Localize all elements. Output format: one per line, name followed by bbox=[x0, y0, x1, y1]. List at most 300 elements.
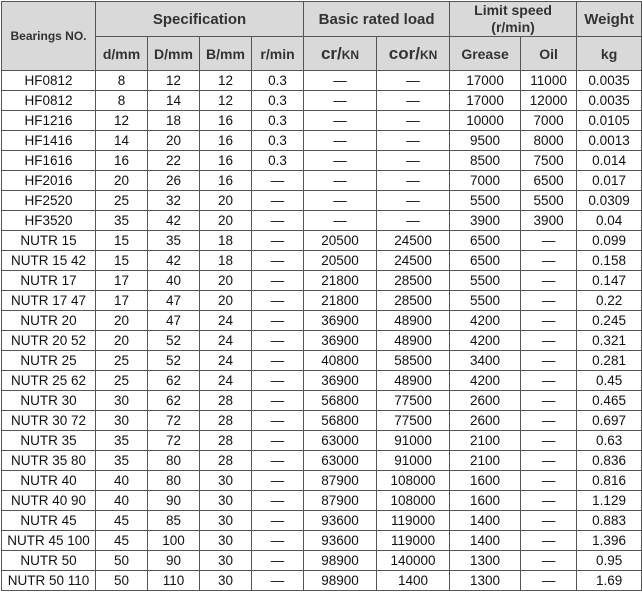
B-cell: 30 bbox=[200, 491, 252, 511]
d-cell: 40 bbox=[96, 471, 148, 491]
r-cell: — bbox=[252, 331, 304, 351]
d-cell: 17 bbox=[96, 271, 148, 291]
D-cell: 22 bbox=[148, 151, 200, 171]
r-cell: — bbox=[252, 211, 304, 231]
D-cell: 110 bbox=[148, 571, 200, 591]
r-cell: — bbox=[252, 271, 304, 291]
grease-cell: 9500 bbox=[450, 131, 521, 151]
cor-cell: 91000 bbox=[377, 431, 450, 451]
d-cell: 25 bbox=[96, 371, 148, 391]
bearing-no-cell: HF1416 bbox=[2, 131, 96, 151]
table-header bbox=[2, 2, 642, 71]
r-cell: — bbox=[252, 371, 304, 391]
oil-cell: — bbox=[521, 351, 577, 371]
table-row bbox=[2, 131, 642, 151]
weight-cell: 0.158 bbox=[577, 251, 642, 271]
bearing-no-cell: NUTR 25 bbox=[2, 351, 96, 371]
table-row bbox=[2, 251, 642, 271]
bearing-no-cell: NUTR 25 62 bbox=[2, 371, 96, 391]
cor-cell: — bbox=[377, 211, 450, 231]
D-cell: 47 bbox=[148, 291, 200, 311]
oil-cell: — bbox=[521, 331, 577, 351]
weight-cell: 0.63 bbox=[577, 431, 642, 451]
table-body bbox=[2, 71, 642, 591]
weight-cell: 0.099 bbox=[577, 231, 642, 251]
B-cell: 28 bbox=[200, 451, 252, 471]
cor-cell: 48900 bbox=[377, 311, 450, 331]
d-cell: 30 bbox=[96, 391, 148, 411]
D-cell: 52 bbox=[148, 351, 200, 371]
cor-cell: 77500 bbox=[377, 391, 450, 411]
table-row bbox=[2, 551, 642, 571]
cr-cell: — bbox=[304, 131, 377, 151]
grease-cell: 5500 bbox=[450, 191, 521, 211]
bearing-spec-table bbox=[1, 1, 642, 591]
weight-cell: 1.69 bbox=[577, 571, 642, 591]
grease-cell: 6500 bbox=[450, 251, 521, 271]
B-cell: 28 bbox=[200, 411, 252, 431]
bearing-no-cell: NUTR 15 bbox=[2, 231, 96, 251]
D-cell: 52 bbox=[148, 331, 200, 351]
table-row bbox=[2, 191, 642, 211]
grease-cell: 6500 bbox=[450, 231, 521, 251]
oil-cell: — bbox=[521, 471, 577, 491]
weight-cell: 0.22 bbox=[577, 291, 642, 311]
bearing-no-cell: NUTR 45 100 bbox=[2, 531, 96, 551]
weight-cell: 0.014 bbox=[577, 151, 642, 171]
kg-header: kg bbox=[577, 37, 642, 71]
oil-cell: — bbox=[521, 251, 577, 271]
cor-cell: — bbox=[377, 131, 450, 151]
weight-cell: 0.04 bbox=[577, 211, 642, 231]
r-cell: — bbox=[252, 311, 304, 331]
weight-cell: 1.129 bbox=[577, 491, 642, 511]
r-cell: — bbox=[252, 451, 304, 471]
table-row bbox=[2, 171, 642, 191]
B-cell: 20 bbox=[200, 191, 252, 211]
D-cell: 18 bbox=[148, 111, 200, 131]
D-cell: 26 bbox=[148, 171, 200, 191]
table-row bbox=[2, 91, 642, 111]
bearing-no-cell: NUTR 45 bbox=[2, 511, 96, 531]
oil-cell: — bbox=[521, 551, 577, 571]
oil-cell: — bbox=[521, 451, 577, 471]
limit-speed-unit: (r/min) bbox=[491, 19, 535, 35]
bearing-no-cell: NUTR 40 90 bbox=[2, 491, 96, 511]
bearing-no-cell: NUTR 35 80 bbox=[2, 451, 96, 471]
r-cell: — bbox=[252, 411, 304, 431]
B-cell: 20 bbox=[200, 291, 252, 311]
cr-cell: 21800 bbox=[304, 291, 377, 311]
bearing-no-header: Bearings NO. bbox=[2, 2, 96, 71]
grease-cell: 17000 bbox=[450, 91, 521, 111]
r-header: r/min bbox=[252, 37, 304, 71]
grease-cell: 7000 bbox=[450, 171, 521, 191]
weight-cell: 0.697 bbox=[577, 411, 642, 431]
d-cell: 12 bbox=[96, 111, 148, 131]
grease-cell: 2600 bbox=[450, 411, 521, 431]
cr-cell: 40800 bbox=[304, 351, 377, 371]
bearing-no-cell: NUTR 15 42 bbox=[2, 251, 96, 271]
d-header: d/mm bbox=[96, 37, 148, 71]
d-cell: 20 bbox=[96, 331, 148, 351]
bearing-no-cell: NUTR 40 bbox=[2, 471, 96, 491]
r-cell: 0.3 bbox=[252, 91, 304, 111]
weight-cell: 0.0035 bbox=[577, 91, 642, 111]
cor-cell: 108000 bbox=[377, 471, 450, 491]
cr-cell: 36900 bbox=[304, 331, 377, 351]
cr-cell: — bbox=[304, 71, 377, 91]
table-row bbox=[2, 351, 642, 371]
B-cell: 16 bbox=[200, 111, 252, 131]
D-cell: 80 bbox=[148, 471, 200, 491]
table-row bbox=[2, 571, 642, 591]
d-cell: 25 bbox=[96, 191, 148, 211]
cr-cell: 56800 bbox=[304, 411, 377, 431]
grease-cell: 4200 bbox=[450, 371, 521, 391]
cor-cell: — bbox=[377, 151, 450, 171]
limit-speed-header bbox=[450, 2, 577, 37]
cor-cell: 28500 bbox=[377, 271, 450, 291]
oil-cell: — bbox=[521, 491, 577, 511]
bearing-no-cell: NUTR 20 52 bbox=[2, 331, 96, 351]
cor-cell: 119000 bbox=[377, 511, 450, 531]
d-cell: 20 bbox=[96, 311, 148, 331]
cr-cell: 93600 bbox=[304, 511, 377, 531]
r-cell: 0.3 bbox=[252, 111, 304, 131]
grease-cell: 2600 bbox=[450, 391, 521, 411]
oil-cell: — bbox=[521, 571, 577, 591]
bearing-no-cell: HF0812 bbox=[2, 91, 96, 111]
cr-cell: 87900 bbox=[304, 471, 377, 491]
weight-cell: 1.396 bbox=[577, 531, 642, 551]
grease-cell: 1600 bbox=[450, 471, 521, 491]
D-cell: 14 bbox=[148, 91, 200, 111]
table-row bbox=[2, 151, 642, 171]
B-cell: 16 bbox=[200, 171, 252, 191]
bearing-no-cell: HF2016 bbox=[2, 171, 96, 191]
D-cell: 90 bbox=[148, 551, 200, 571]
cr-header bbox=[304, 37, 377, 71]
cor-cell: 108000 bbox=[377, 491, 450, 511]
bearing-no-cell: HF0812 bbox=[2, 71, 96, 91]
oil-cell: 7000 bbox=[521, 111, 577, 131]
grease-cell: 1400 bbox=[450, 531, 521, 551]
cor-cell: 140000 bbox=[377, 551, 450, 571]
cor-cell: 77500 bbox=[377, 411, 450, 431]
B-cell: 18 bbox=[200, 231, 252, 251]
r-cell: — bbox=[252, 471, 304, 491]
cr-cell: 93600 bbox=[304, 531, 377, 551]
weight-cell: 0.0105 bbox=[577, 111, 642, 131]
grease-cell: 4200 bbox=[450, 311, 521, 331]
bearing-no-cell: NUTR 17 47 bbox=[2, 291, 96, 311]
cor-cell: 28500 bbox=[377, 291, 450, 311]
B-cell: 24 bbox=[200, 331, 252, 351]
d-cell: 50 bbox=[96, 551, 148, 571]
r-cell: 0.3 bbox=[252, 71, 304, 91]
grease-cell: 2100 bbox=[450, 451, 521, 471]
table-row bbox=[2, 111, 642, 131]
B-cell: 30 bbox=[200, 511, 252, 531]
B-cell: 16 bbox=[200, 151, 252, 171]
oil-cell: — bbox=[521, 511, 577, 531]
cr-cell: 20500 bbox=[304, 251, 377, 271]
B-cell: 20 bbox=[200, 271, 252, 291]
B-cell: 16 bbox=[200, 131, 252, 151]
cor-cell: 119000 bbox=[377, 531, 450, 551]
grease-cell: 17000 bbox=[450, 71, 521, 91]
d-cell: 50 bbox=[96, 571, 148, 591]
weight-cell: 0.245 bbox=[577, 311, 642, 331]
cr-cell: — bbox=[304, 171, 377, 191]
bearing-no-cell: HF1216 bbox=[2, 111, 96, 131]
cr-cell: 63000 bbox=[304, 451, 377, 471]
B-cell: 28 bbox=[200, 391, 252, 411]
weight-cell: 0.0035 bbox=[577, 71, 642, 91]
grease-cell: 5500 bbox=[450, 271, 521, 291]
grease-cell: 5500 bbox=[450, 291, 521, 311]
grease-cell: 10000 bbox=[450, 111, 521, 131]
cor-cell: — bbox=[377, 111, 450, 131]
r-cell: — bbox=[252, 391, 304, 411]
cr-unit: KN bbox=[341, 47, 360, 62]
grease-cell: 3400 bbox=[450, 351, 521, 371]
d-cell: 25 bbox=[96, 351, 148, 371]
grease-cell: 1300 bbox=[450, 551, 521, 571]
cor-cell: — bbox=[377, 91, 450, 111]
bearing-no-cell: NUTR 50 bbox=[2, 551, 96, 571]
D-cell: 62 bbox=[148, 371, 200, 391]
r-cell: 0.3 bbox=[252, 151, 304, 171]
weight-cell: 0.465 bbox=[577, 391, 642, 411]
bearing-no-cell: HF1616 bbox=[2, 151, 96, 171]
grease-header: Grease bbox=[450, 37, 521, 71]
grease-cell: 3900 bbox=[450, 211, 521, 231]
d-cell: 35 bbox=[96, 431, 148, 451]
cr-cell: 56800 bbox=[304, 391, 377, 411]
cr-cell: 98900 bbox=[304, 551, 377, 571]
B-cell: 24 bbox=[200, 311, 252, 331]
cor-cell: 48900 bbox=[377, 371, 450, 391]
r-cell: — bbox=[252, 511, 304, 531]
B-cell: 12 bbox=[200, 91, 252, 111]
cr-cell: — bbox=[304, 91, 377, 111]
weight-cell: 0.321 bbox=[577, 331, 642, 351]
B-cell: 30 bbox=[200, 551, 252, 571]
B-cell: 30 bbox=[200, 471, 252, 491]
bearing-no-cell: NUTR 17 bbox=[2, 271, 96, 291]
weight-cell: 0.45 bbox=[577, 371, 642, 391]
bearing-no-cell: NUTR 20 bbox=[2, 311, 96, 331]
D-cell: 72 bbox=[148, 411, 200, 431]
table-row bbox=[2, 371, 642, 391]
grease-cell: 1400 bbox=[450, 511, 521, 531]
weight-cell: 0.017 bbox=[577, 171, 642, 191]
specification-header: Specification bbox=[96, 2, 304, 37]
oil-cell: 7500 bbox=[521, 151, 577, 171]
table-row bbox=[2, 511, 642, 531]
D-cell: 47 bbox=[148, 311, 200, 331]
oil-cell: 8000 bbox=[521, 131, 577, 151]
cor-cell: 91000 bbox=[377, 451, 450, 471]
B-cell: 24 bbox=[200, 371, 252, 391]
table-row bbox=[2, 531, 642, 551]
d-cell: 8 bbox=[96, 71, 148, 91]
oil-cell: — bbox=[521, 231, 577, 251]
grease-cell: 1300 bbox=[450, 571, 521, 591]
r-cell: — bbox=[252, 291, 304, 311]
oil-cell: — bbox=[521, 531, 577, 551]
r-cell: — bbox=[252, 431, 304, 451]
table-row bbox=[2, 411, 642, 431]
d-cell: 20 bbox=[96, 171, 148, 191]
B-cell: 24 bbox=[200, 351, 252, 371]
d-cell: 15 bbox=[96, 251, 148, 271]
D-cell: 72 bbox=[148, 431, 200, 451]
cor-cell: 48900 bbox=[377, 331, 450, 351]
d-cell: 30 bbox=[96, 411, 148, 431]
grease-cell: 1600 bbox=[450, 491, 521, 511]
cor-unit: KN bbox=[419, 47, 438, 62]
bearing-no-cell: NUTR 30 72 bbox=[2, 411, 96, 431]
weight-cell: 0.816 bbox=[577, 471, 642, 491]
cor-cell: — bbox=[377, 71, 450, 91]
D-cell: 40 bbox=[148, 271, 200, 291]
oil-cell: — bbox=[521, 291, 577, 311]
r-cell: — bbox=[252, 491, 304, 511]
cr-cell: — bbox=[304, 211, 377, 231]
oil-cell: 11000 bbox=[521, 71, 577, 91]
cr-cell: 87900 bbox=[304, 491, 377, 511]
r-cell: 0.3 bbox=[252, 131, 304, 151]
r-cell: — bbox=[252, 251, 304, 271]
header-sub-row bbox=[2, 37, 642, 71]
table-row bbox=[2, 431, 642, 451]
oil-cell: 12000 bbox=[521, 91, 577, 111]
d-cell: 45 bbox=[96, 511, 148, 531]
weight-cell: 0.0309 bbox=[577, 191, 642, 211]
basic-rated-load-header: Basic rated load bbox=[304, 2, 450, 37]
table-row bbox=[2, 71, 642, 91]
weight-cell: 0.883 bbox=[577, 511, 642, 531]
cr-cell: — bbox=[304, 151, 377, 171]
cr-cell: — bbox=[304, 191, 377, 211]
bearing-no-cell: NUTR 30 bbox=[2, 391, 96, 411]
bearing-no-cell: HF2520 bbox=[2, 191, 96, 211]
r-cell: — bbox=[252, 571, 304, 591]
table-row bbox=[2, 271, 642, 291]
oil-cell: — bbox=[521, 391, 577, 411]
d-cell: 17 bbox=[96, 291, 148, 311]
grease-cell: 4200 bbox=[450, 331, 521, 351]
d-cell: 35 bbox=[96, 211, 148, 231]
D-cell: 85 bbox=[148, 511, 200, 531]
oil-cell: — bbox=[521, 371, 577, 391]
cr-cell: 63000 bbox=[304, 431, 377, 451]
cor-cell: 24500 bbox=[377, 251, 450, 271]
table-row bbox=[2, 471, 642, 491]
d-cell: 45 bbox=[96, 531, 148, 551]
cr-label: cr/ bbox=[320, 43, 342, 63]
weight-cell: 0.147 bbox=[577, 271, 642, 291]
bearing-no-cell: NUTR 35 bbox=[2, 431, 96, 451]
cor-label: cor/ bbox=[388, 43, 420, 63]
header-group-row bbox=[2, 2, 642, 37]
cr-cell: — bbox=[304, 111, 377, 131]
d-cell: 15 bbox=[96, 231, 148, 251]
cor-cell: — bbox=[377, 171, 450, 191]
weight-header: Weight bbox=[577, 2, 642, 37]
cr-cell: 36900 bbox=[304, 311, 377, 331]
d-cell: 16 bbox=[96, 151, 148, 171]
oil-cell: — bbox=[521, 271, 577, 291]
D-cell: 80 bbox=[148, 451, 200, 471]
table-row bbox=[2, 391, 642, 411]
D-cell: 100 bbox=[148, 531, 200, 551]
D-cell: 62 bbox=[148, 391, 200, 411]
table-row bbox=[2, 211, 642, 231]
grease-cell: 2100 bbox=[450, 431, 521, 451]
oil-cell: — bbox=[521, 411, 577, 431]
cr-cell: 20500 bbox=[304, 231, 377, 251]
table-row bbox=[2, 291, 642, 311]
D-cell: 42 bbox=[148, 211, 200, 231]
B-cell: 20 bbox=[200, 211, 252, 231]
table-row bbox=[2, 451, 642, 471]
r-cell: — bbox=[252, 191, 304, 211]
d-cell: 40 bbox=[96, 491, 148, 511]
cr-cell: 36900 bbox=[304, 371, 377, 391]
cor-cell: 58500 bbox=[377, 351, 450, 371]
bearing-no-cell: HF3520 bbox=[2, 211, 96, 231]
oil-cell: 6500 bbox=[521, 171, 577, 191]
D-header: D/mm bbox=[148, 37, 200, 71]
d-cell: 8 bbox=[96, 91, 148, 111]
r-cell: — bbox=[252, 231, 304, 251]
cor-cell: — bbox=[377, 191, 450, 211]
table-row bbox=[2, 331, 642, 351]
B-header: B/mm bbox=[200, 37, 252, 71]
weight-cell: 0.281 bbox=[577, 351, 642, 371]
cr-cell: 21800 bbox=[304, 271, 377, 291]
oil-header: Oil bbox=[521, 37, 577, 71]
B-cell: 28 bbox=[200, 431, 252, 451]
cor-cell: 1400 bbox=[377, 571, 450, 591]
oil-cell: 5500 bbox=[521, 191, 577, 211]
D-cell: 35 bbox=[148, 231, 200, 251]
table-row bbox=[2, 231, 642, 251]
D-cell: 20 bbox=[148, 131, 200, 151]
cor-header bbox=[377, 37, 450, 71]
oil-cell: — bbox=[521, 311, 577, 331]
weight-cell: 0.0013 bbox=[577, 131, 642, 151]
B-cell: 30 bbox=[200, 531, 252, 551]
table-row bbox=[2, 311, 642, 331]
B-cell: 18 bbox=[200, 251, 252, 271]
grease-cell: 8500 bbox=[450, 151, 521, 171]
D-cell: 90 bbox=[148, 491, 200, 511]
oil-cell: 3900 bbox=[521, 211, 577, 231]
d-cell: 35 bbox=[96, 451, 148, 471]
D-cell: 32 bbox=[148, 191, 200, 211]
weight-cell: 0.95 bbox=[577, 551, 642, 571]
cr-cell: 98900 bbox=[304, 571, 377, 591]
cor-cell: 24500 bbox=[377, 231, 450, 251]
r-cell: — bbox=[252, 551, 304, 571]
d-cell: 14 bbox=[96, 131, 148, 151]
r-cell: — bbox=[252, 351, 304, 371]
